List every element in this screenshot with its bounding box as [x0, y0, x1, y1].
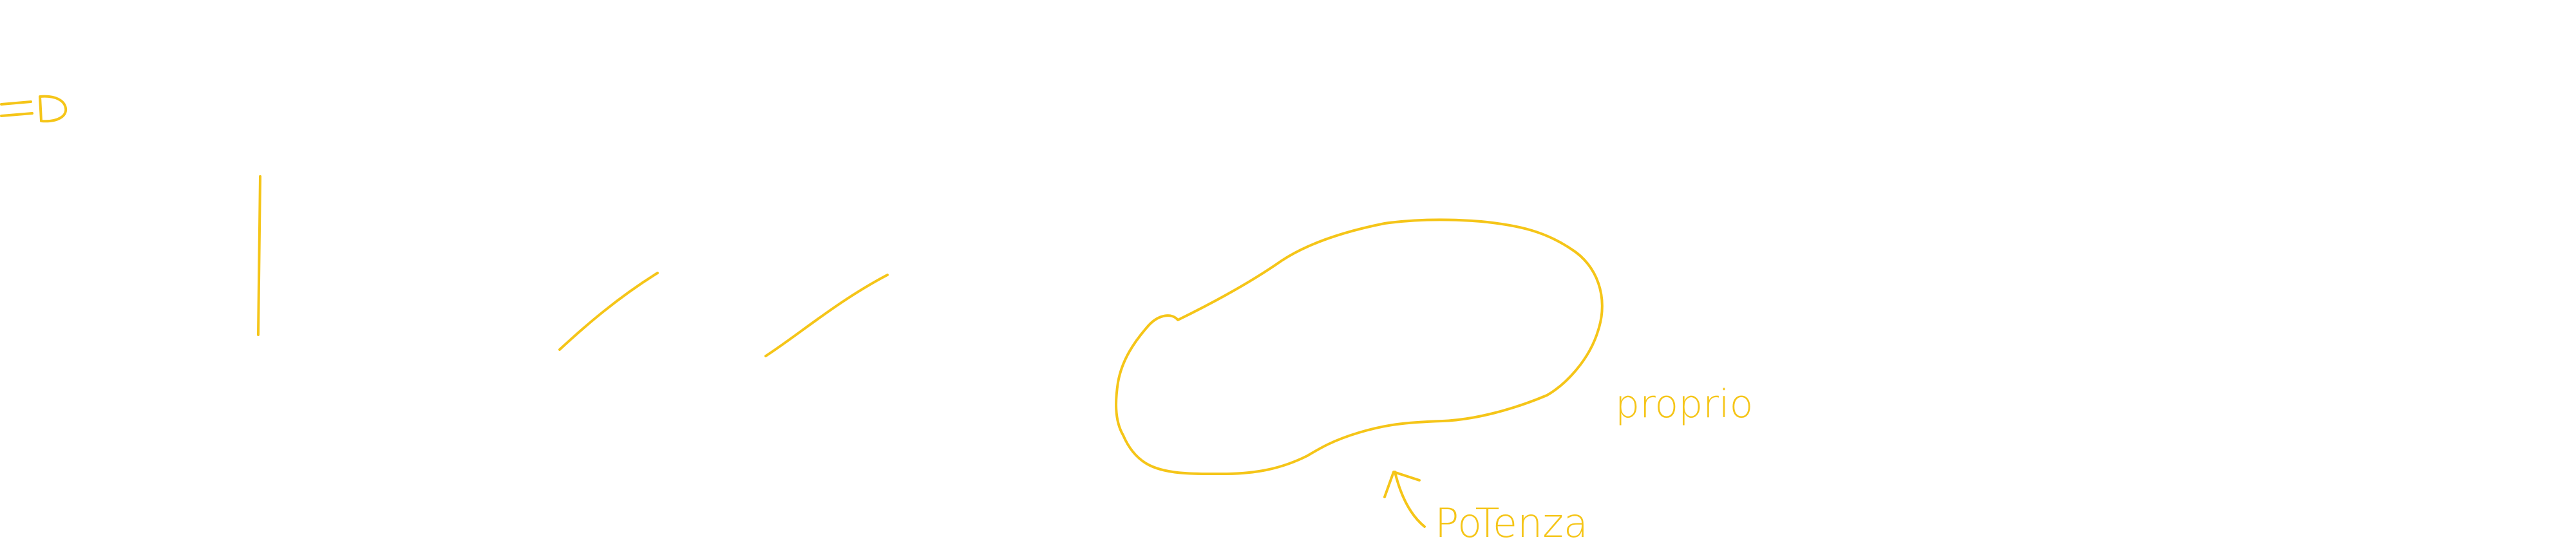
closed-blob-outline [1116, 220, 1602, 474]
equals-line-bottom [1, 113, 32, 116]
label-potenza: PoTenza [1435, 500, 1588, 544]
potenza-arrow [1385, 472, 1425, 527]
label-proprio: proprio [1615, 382, 1754, 427]
equals-d-scribble [1, 97, 66, 122]
vertical-stroke [258, 176, 260, 335]
equals-line-top [1, 102, 31, 104]
diagonal-stroke-1 [560, 273, 658, 350]
d-letter [40, 97, 66, 122]
diagonal-stroke-2 [766, 275, 887, 356]
